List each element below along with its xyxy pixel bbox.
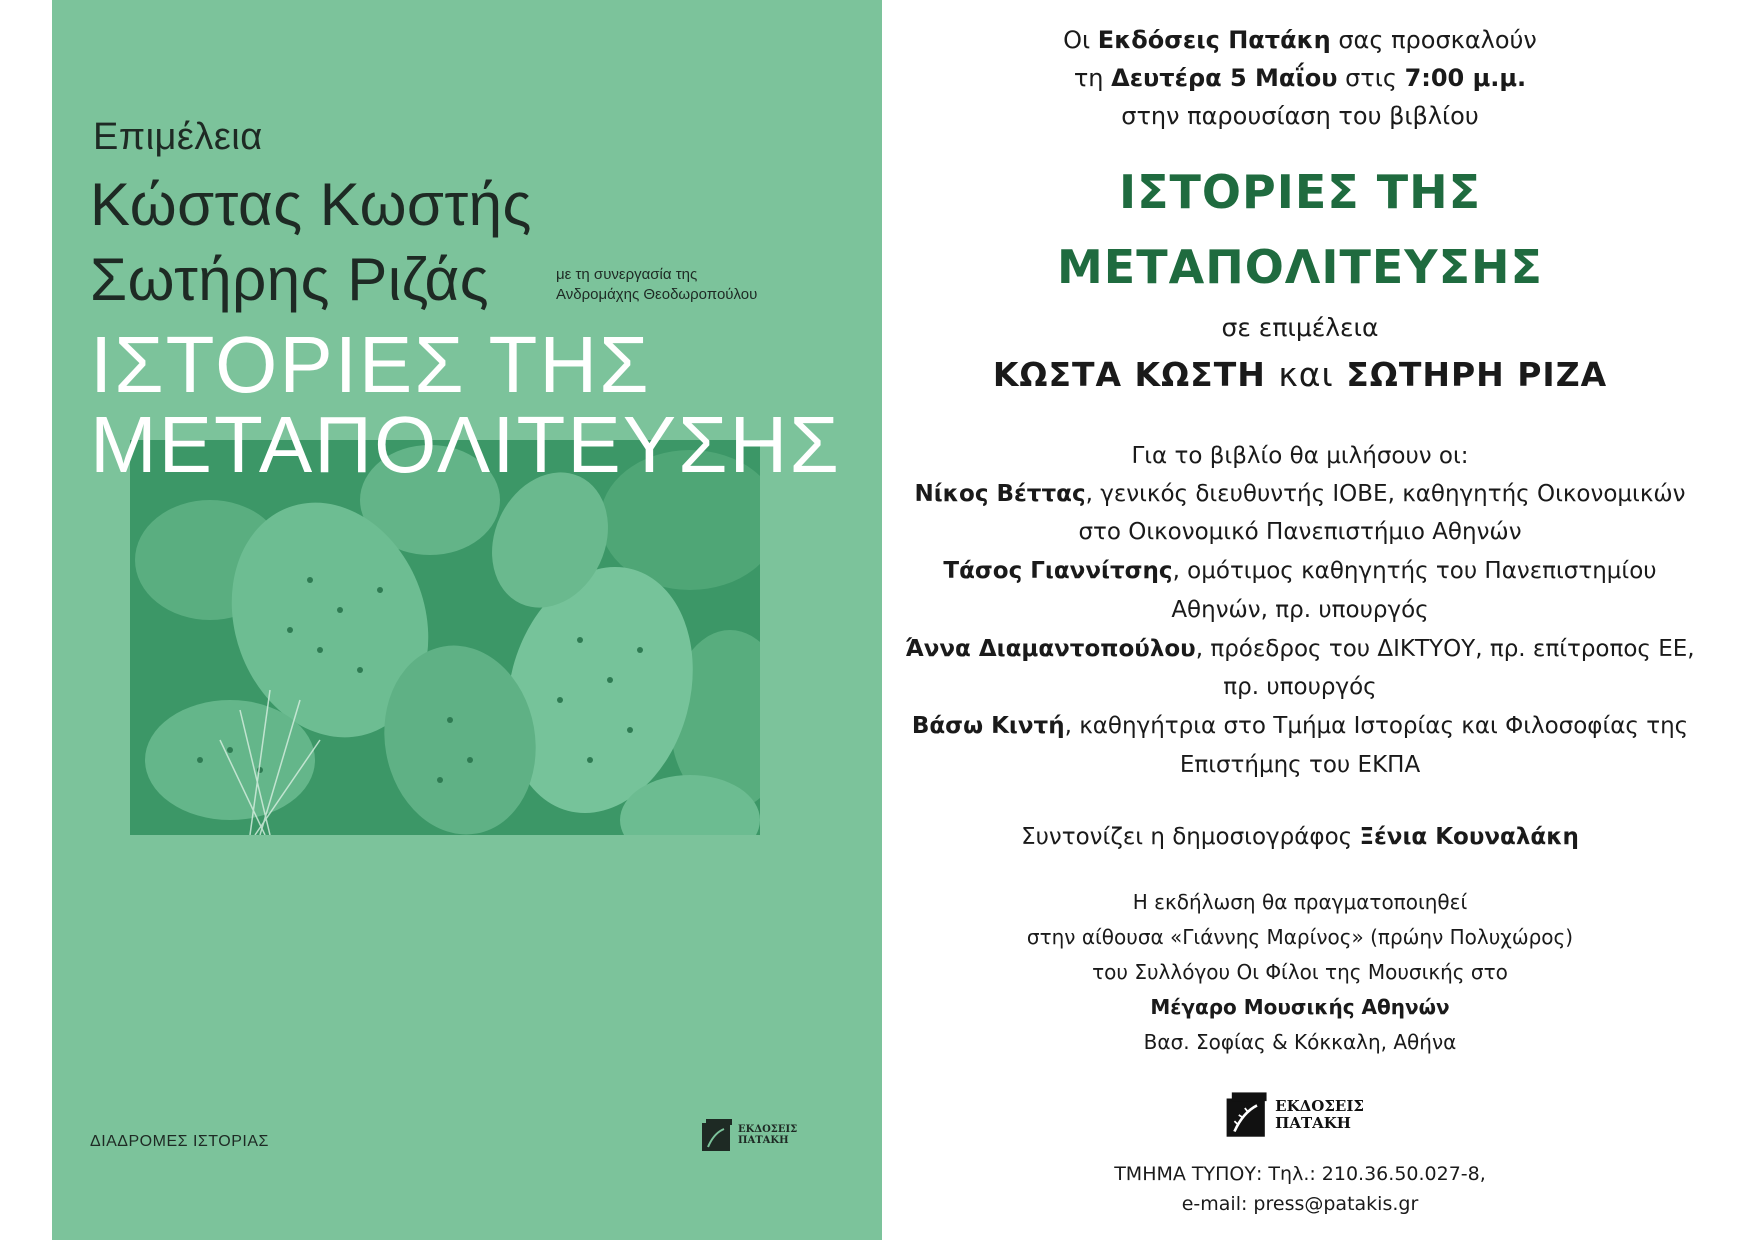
- speaker-1-line-1: [900, 481, 1700, 507]
- venue-line-4: [900, 995, 1700, 1019]
- press-line-1: ΤΜΗΜΑ ΤΥΠΟΥ: Τηλ.: 210.36.50.027-8,: [1114, 1163, 1486, 1185]
- speakers-intro: Για το βιβλίο θα μιλήσουν οι:: [1131, 443, 1469, 469]
- cover-title: [90, 320, 841, 489]
- speaker-2-line-1: [900, 558, 1700, 584]
- venue-line-5: Βασ. Σοφίας & Κόκκαλη, Αθήνα: [1143, 1030, 1457, 1054]
- intro-line-3: στην παρουσίαση του βιβλίου: [1121, 102, 1479, 130]
- speaker-name: Βάσω Κιντή: [911, 713, 1065, 739]
- cover-cactus-photo: [130, 440, 760, 835]
- speaker-role: , γενικός διευθυντής ΙΟΒΕ, καθηγητής Οικονομικών: [1085, 481, 1686, 507]
- speaker-3-line-1: [900, 636, 1700, 662]
- speaker-name: Νίκος Βέττας: [914, 481, 1086, 507]
- cover-collab-line-2: Ανδρομάχης Θεοδωροπούλου: [556, 286, 758, 303]
- speaker-name: Τάσος Γιαννίτσης: [943, 558, 1173, 584]
- cover-editor-label: Επιμέλεια: [93, 116, 263, 158]
- book-title-line-2: ΜΕΤΑΠΟΛΙΤΕΥΣΗΣ: [1057, 240, 1543, 294]
- invite-publisher-line-1: ΕΚΔΟΣΕΙΣ: [1275, 1097, 1364, 1115]
- editor-2: ΣΩΤΗΡΗ ΡΙΖΑ: [1346, 355, 1608, 394]
- venue-line-1: Η εκδήλωση θα πραγματοποιηθεί: [1132, 890, 1468, 914]
- intro-text: στις: [1337, 64, 1405, 92]
- cover-collaboration: [556, 265, 757, 305]
- cover-series: ΔΙΑΔΡΟΜΕΣ ΙΣΤΟΡΙΑΣ: [90, 1133, 269, 1150]
- book-title-line-1: ΙΣΤΟΡΙΕΣ ΤΗΣ: [1118, 165, 1481, 219]
- speaker-1-line-2: στο Οικονομικό Πανεπιστήμιο Αθηνών: [1078, 519, 1522, 545]
- speaker-2-line-2: Αθηνών, πρ. υπουργός: [1171, 597, 1429, 623]
- event-date: Δευτέρα 5 Μαΐου: [1111, 64, 1338, 92]
- speaker-role: , καθηγήτρια στο Τμήμα Ιστορίας και Φιλοσοφίας της: [1064, 713, 1689, 739]
- editors-label: σε επιμέλεια: [1221, 313, 1379, 342]
- cover-title-line-2: ΜΕΤΑΠΟΛΙΤΕΥΣΗΣ: [90, 400, 841, 489]
- publisher-name: Εκδόσεις Πατάκη: [1097, 26, 1331, 54]
- speaker-name: Άννα Διαμαντοπούλου: [905, 636, 1196, 662]
- intro-text: Οι: [1063, 26, 1098, 54]
- editors-conjunction: και: [1278, 355, 1334, 394]
- speaker-3-line-2: πρ. υπουργός: [1223, 674, 1377, 700]
- book-cover: [52, 0, 882, 1240]
- invite-publisher-logo: [1224, 1085, 1364, 1145]
- cover-author-2: Σωτήρης Ριζάς: [90, 246, 490, 313]
- press-line-2: e-mail: press@patakis.gr: [1181, 1193, 1419, 1215]
- invitation: [900, 0, 1700, 1240]
- editors: [900, 355, 1700, 394]
- moderator-label: Συντονίζει η δημοσιογράφος: [1021, 824, 1360, 850]
- cover-collab-line-1: με τη συνεργασία της: [556, 266, 698, 283]
- speaker-role: , ομότιμος καθηγητής του Πανεπιστημίου: [1172, 558, 1657, 584]
- moderator-name: Ξένια Κουναλάκη: [1359, 824, 1579, 850]
- venue-name: Μέγαρο Μουσικής Αθηνών: [1150, 995, 1450, 1019]
- cover-author-1: Κώστας Κωστής: [90, 171, 532, 238]
- cover-publisher-line-1: ΕΚΔΟΣΕΙΣ: [738, 1124, 798, 1135]
- intro-text: τη: [1073, 64, 1112, 92]
- editor-1: ΚΩΣΤΑ ΚΩΣΤΗ: [992, 355, 1266, 394]
- cover-title-line-1: ΙΣΤΟΡΙΕΣ ΤΗΣ: [90, 320, 651, 409]
- cover-publisher-line-2: ΠΑΤΑΚΗ: [738, 1135, 789, 1146]
- publisher-logo-icon: [700, 1117, 734, 1153]
- speaker-4-line-2: Επιστήμης του ΕΚΠΑ: [1179, 752, 1421, 778]
- speaker-4-line-1: [900, 713, 1700, 739]
- speaker-role: , πρόεδρος του ΔΙΚΤΥΟΥ, πρ. επίτροπος ΕΕ,: [1195, 636, 1695, 662]
- intro-line-1: [900, 26, 1700, 54]
- venue-line-3: του Συλλόγου Οι Φίλοι της Μουσικής στο: [1092, 960, 1508, 984]
- intro-line-2: [900, 64, 1700, 92]
- moderator: [900, 824, 1700, 850]
- cover-publisher-logo: [700, 1115, 800, 1155]
- venue-line-2: στην αίθουσα «Γιάννης Μαρίνος» (πρώην Πολυχώρος): [1026, 925, 1574, 949]
- invite-publisher-line-2: ΠΑΤΑΚΗ: [1275, 1114, 1351, 1132]
- publisher-logo-icon: [1224, 1086, 1269, 1144]
- intro-text: σας προσκαλούν: [1330, 26, 1537, 54]
- event-time: 7:00 μ.μ.: [1404, 64, 1527, 92]
